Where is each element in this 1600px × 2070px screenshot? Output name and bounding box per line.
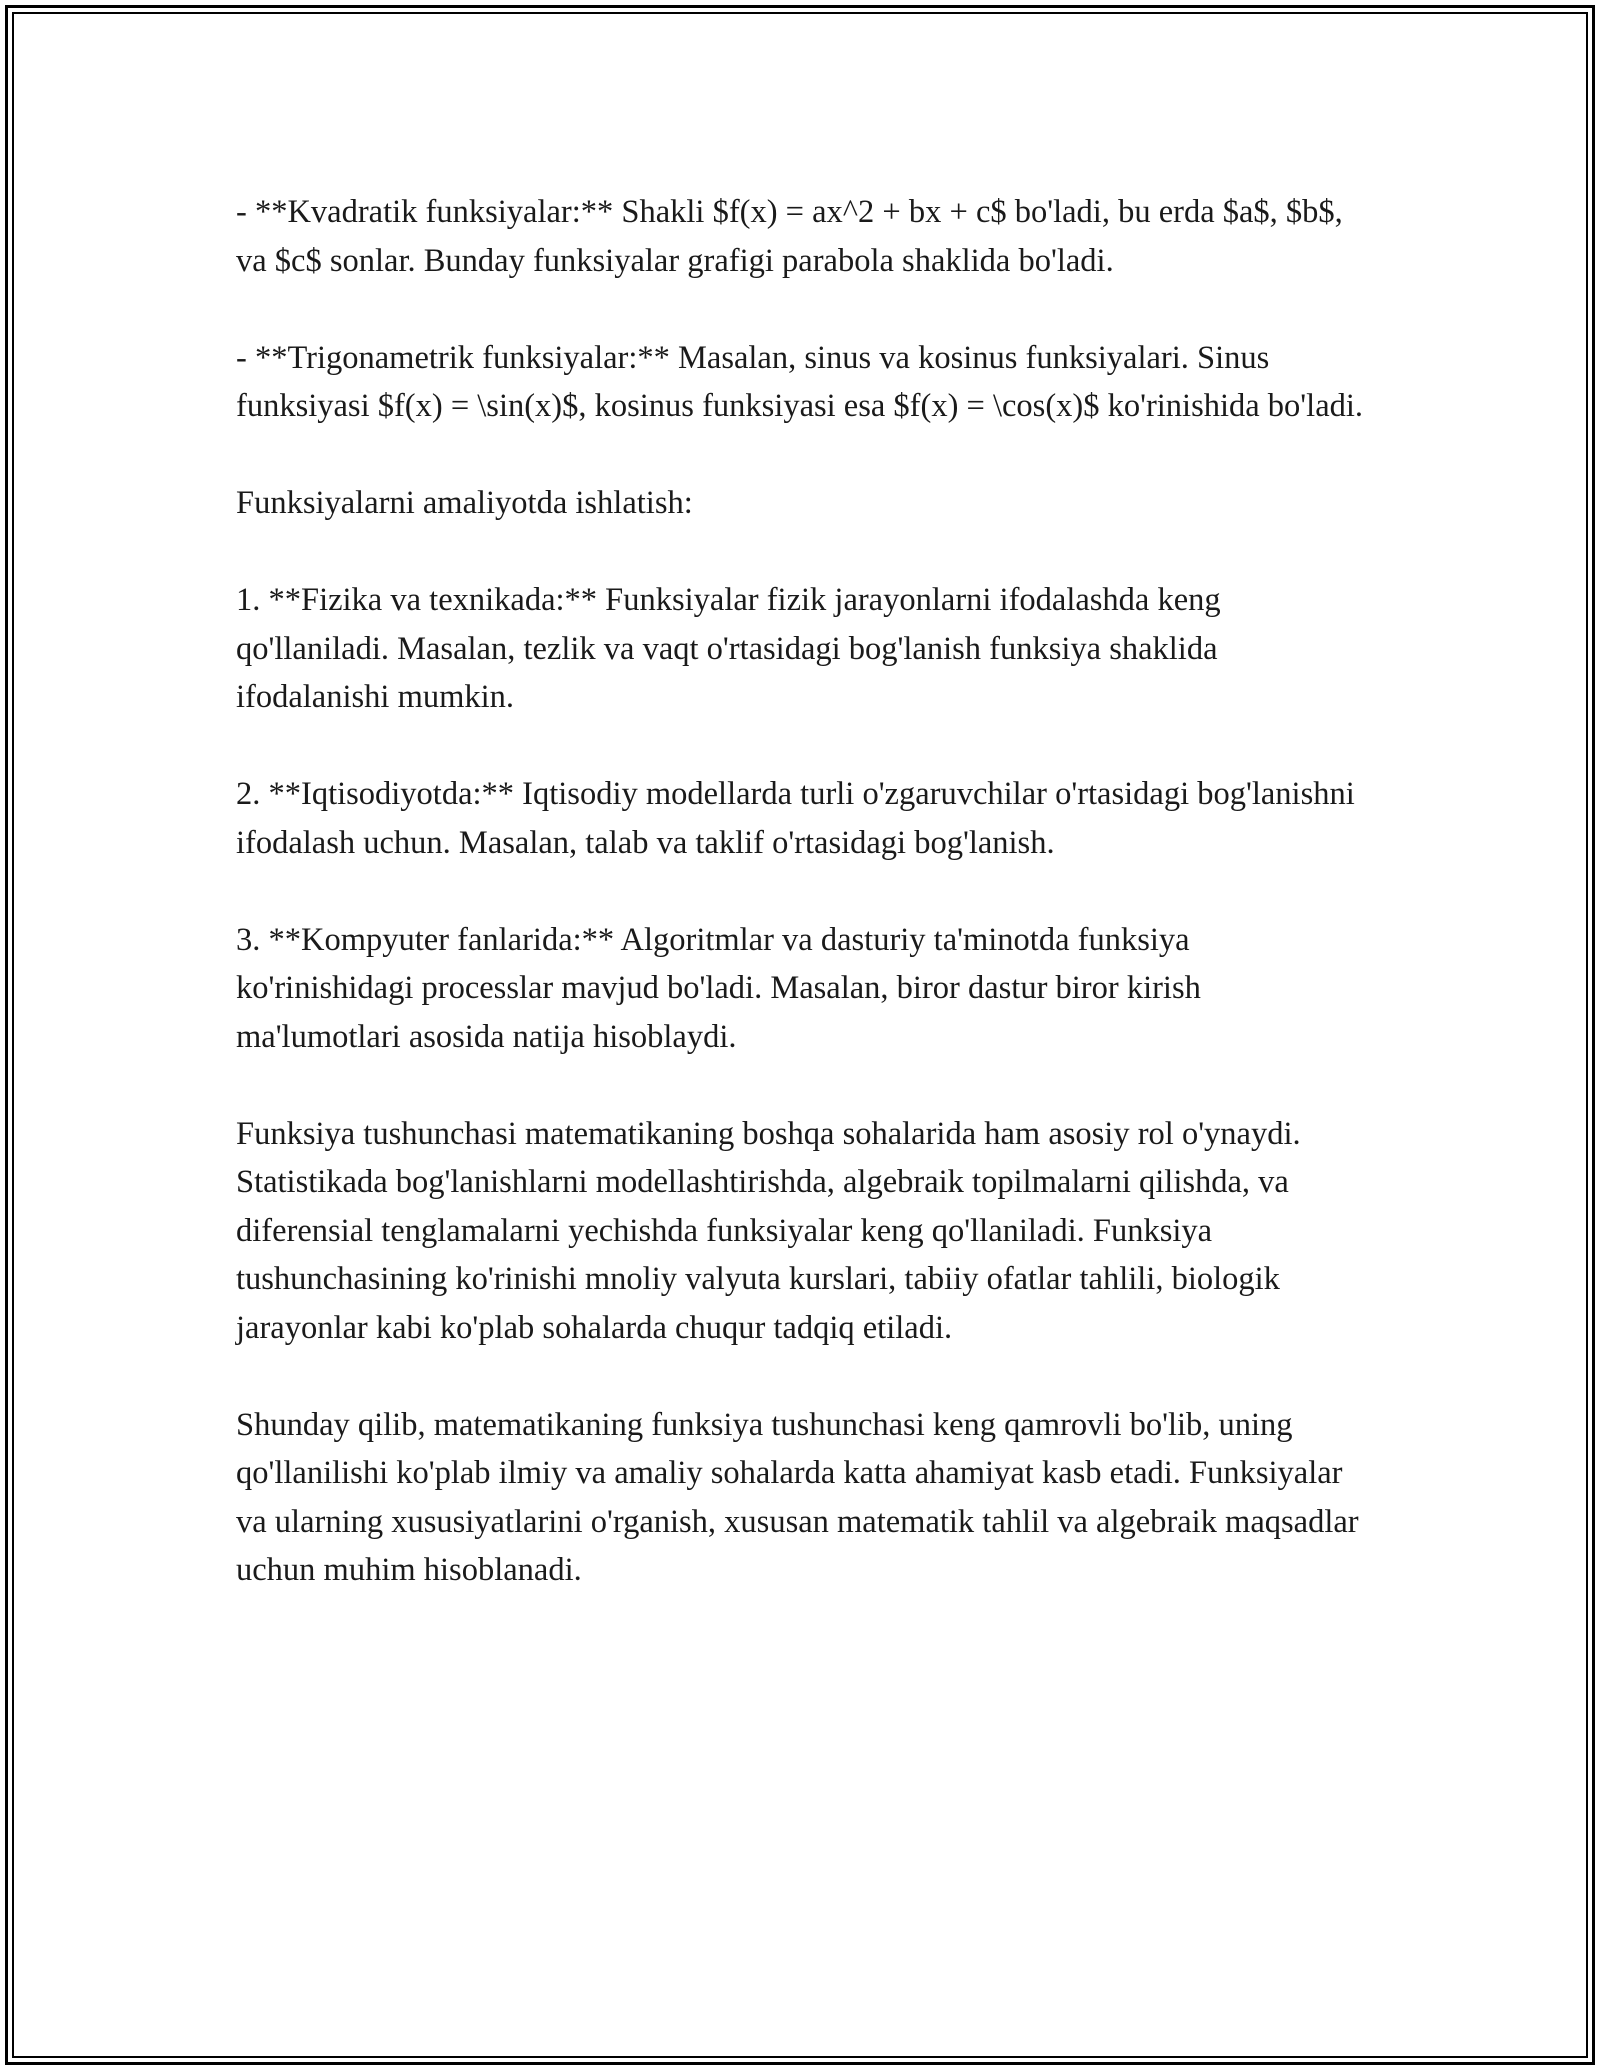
paragraph-trigonometric-functions: - **Trigonametrik funksiyalar:** Masalan, sinus va kosinus funksiyalari. Sinus funksiyasi $f(x) = \sin(x)$, kosinus funksiyasi esa $f(x) = \cos(x)$ ko'rinishida bo'ladi. (236, 339, 1364, 424)
paragraph-quadratic-functions: - **Kvadratik funksiyalar:** Shakli $f(x) = ax^2 + bx + c$ bo'ladi, bu erda $a$, $b$, va $c$ sonlar. Bunday funksiyalar grafigi parabola shaklida bo'ladi. (236, 194, 1343, 279)
paragraph-other-fields: Funksiya tushunchasi matematikaning boshqa sohalarida ham asosiy rol o'ynaydi. Statistikada bog'lanishlarni modellashtirishda, algebraik topilmalarni qilishda, va diferensial tenglamalarni yechishda funksiyalar keng qo'llaniladi. Funksiya tushunchasining ko'rinishi mnoliy valyuta kurslari, tabiiy ofatlar tahlili, biologik jarayonlar kabi ko'plab sohalarda chuqur tadqiq etiladi. (236, 1115, 1301, 1346)
list-item-economics: 2. **Iqtisodiyotda:** Iqtisodiy modellarda turli o'zgaruvchilar o'rtasidagi bog'lanishni ifodalash uchun. Masalan, talab va taklif o'rtasidagi bog'lanish. (236, 776, 1355, 861)
list-item-physics: 1. **Fizika va texnikada:** Funksiyalar fizik jarayonlarni ifodalashda keng qo'llaniladi. Masalan, tezlik va vaqt o'rtasidagi bog'lanish funksiya shaklida ifodalanishi mumkin. (236, 582, 1221, 715)
list-item-computer-science: 3. **Kompyuter fanlarida:** Algoritmlar va dasturiy ta'minotda funksiya ko'rinishidagi processlar mavjud bo'ladi. Masalan, biror dastur biror kirish ma'lumotlari asosida natija hisoblaydi. (236, 921, 1201, 1055)
document-body (236, 188, 1364, 1595)
section-heading-practical-use: Funksiyalarni amaliyotda ishlatish: (236, 485, 693, 521)
paragraph-conclusion: Shunday qilib, matematikaning funksiya tushunchasi keng qamrovli bo'lib, uning qo'llanilishi ko'plab ilmiy va amaliy sohalarda katta ahamiyat kasb etadi. Funksiyalar va ularning xususiyatlarini o'rganish, xususan matematik tahlil va algebraik maqsadlar uchun muhim hisoblanadi. (236, 1406, 1359, 1588)
